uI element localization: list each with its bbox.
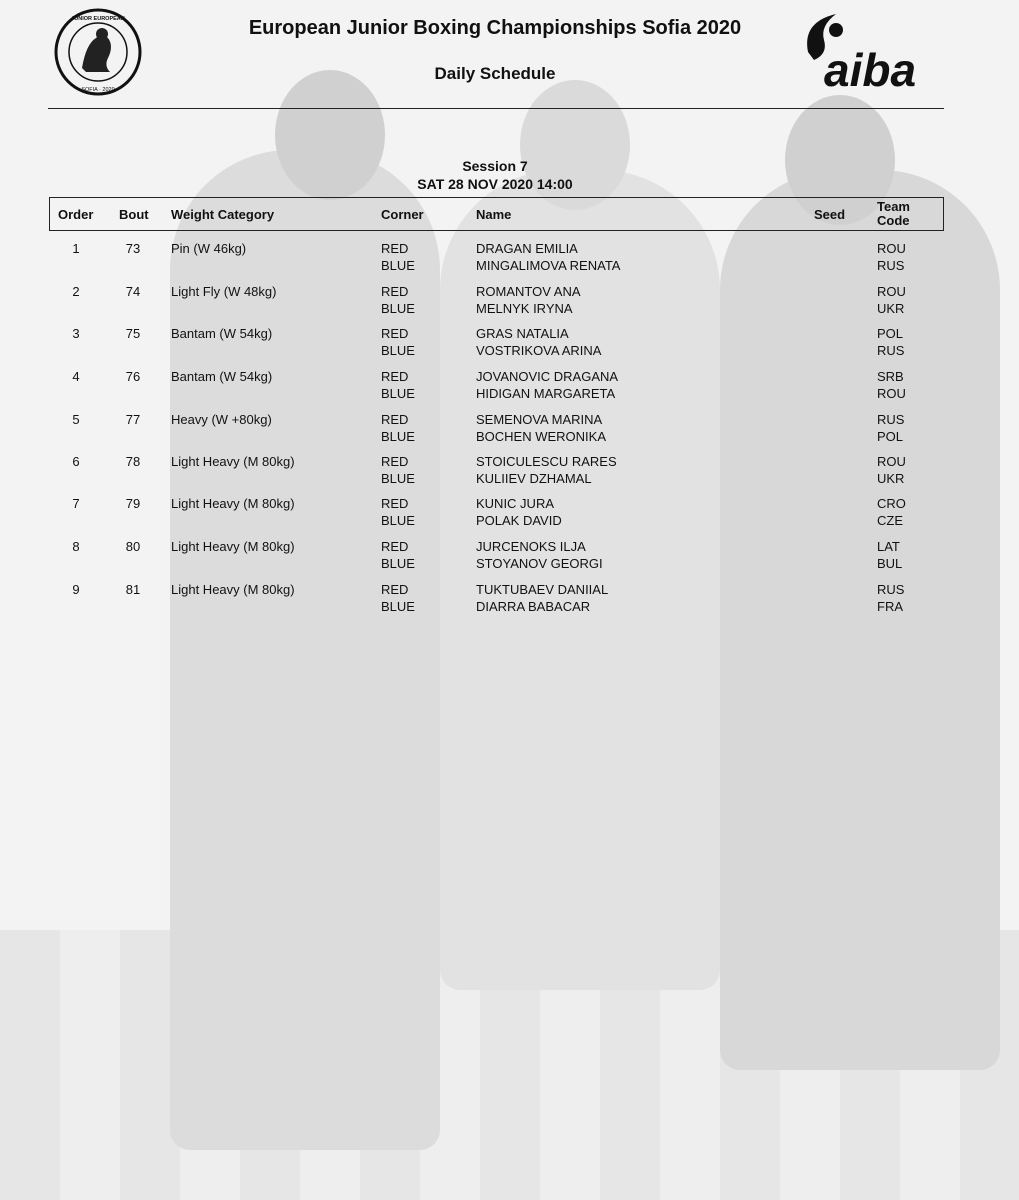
- boxer-names: [476, 240, 620, 274]
- table-row: [0, 581, 1019, 621]
- corner-red: RED: [381, 582, 409, 597]
- blue-boxer-name: STOYANOV GEORGI: [476, 556, 603, 571]
- corner-cell: [381, 240, 415, 274]
- blue-boxer-name: MINGALIMOVA RENATA: [476, 258, 621, 273]
- corner-cell: [381, 495, 415, 529]
- corner-cell: [381, 538, 415, 572]
- red-boxer-name: TUKTUBAEV DANIIAL: [476, 582, 609, 597]
- aiba-logo: [790, 4, 930, 92]
- blue-team-code: CZE: [877, 513, 903, 528]
- corner-blue: BLUE: [381, 556, 415, 571]
- team-codes: [877, 240, 906, 274]
- team-codes: [877, 368, 906, 402]
- bout-order: 3: [72, 326, 80, 341]
- red-team-code: SRB: [877, 369, 904, 384]
- red-team-code: RUS: [877, 582, 905, 597]
- table-row: [0, 411, 1019, 451]
- bout-order: 6: [72, 454, 80, 469]
- team-codes: [877, 495, 906, 529]
- blue-boxer-name: POLAK DAVID: [476, 513, 562, 528]
- corner-red: RED: [381, 496, 409, 511]
- red-team-code: RUS: [877, 412, 905, 427]
- red-team-code: CRO: [877, 496, 906, 511]
- bout-order: 9: [72, 582, 80, 597]
- aiba-logo-text: aiba: [824, 44, 917, 92]
- corner-blue: BLUE: [381, 471, 415, 486]
- team-codes: [877, 453, 906, 487]
- weight-category: Bantam (W 54kg): [171, 369, 273, 384]
- session-datetime: SAT 28 NOV 2020 14:00: [417, 176, 573, 192]
- weight-category: Light Heavy (M 80kg): [171, 496, 295, 511]
- red-boxer-name: STOICULESCU RARES: [476, 454, 617, 469]
- bout-number: 77: [125, 412, 141, 427]
- corner-blue: BLUE: [381, 429, 415, 444]
- col-corner: Corner: [381, 207, 424, 222]
- corner-red: RED: [381, 539, 409, 554]
- bout-number: 79: [125, 496, 141, 511]
- boxer-names: [476, 538, 603, 572]
- table-row: [0, 283, 1019, 323]
- blue-team-code: FRA: [877, 599, 903, 614]
- bout-order: 8: [72, 539, 80, 554]
- corner-blue: BLUE: [381, 599, 415, 614]
- session-info: [0, 157, 990, 193]
- blue-team-code: RUS: [877, 343, 905, 358]
- corner-red: RED: [381, 412, 409, 427]
- bout-order: 7: [72, 496, 80, 511]
- corner-red: RED: [381, 454, 409, 469]
- blue-boxer-name: MELNYK IRYNA: [476, 301, 573, 316]
- team-codes: [877, 411, 904, 445]
- session-name: Session 7: [462, 158, 528, 174]
- table-row: [0, 538, 1019, 578]
- corner-cell: [381, 283, 415, 317]
- col-team-code: [877, 200, 910, 228]
- bout-number: 73: [125, 241, 141, 256]
- red-team-code: POL: [877, 326, 904, 341]
- corner-red: RED: [381, 284, 409, 299]
- boxer-names: [476, 453, 617, 487]
- red-boxer-name: DRAGAN EMILIA: [476, 241, 578, 256]
- red-boxer-name: ROMANTOV ANA: [476, 284, 581, 299]
- red-boxer-name: KUNIC JURA: [476, 496, 555, 511]
- blue-team-code: UKR: [877, 301, 905, 316]
- table-row: [0, 240, 1019, 280]
- col-bout: Bout: [119, 207, 149, 222]
- bout-number: 76: [125, 369, 141, 384]
- table-row: [0, 453, 1019, 493]
- corner-cell: [381, 453, 415, 487]
- team-codes: [877, 325, 904, 359]
- blue-team-code: POL: [877, 429, 904, 444]
- table-row: [0, 495, 1019, 535]
- corner-blue: BLUE: [381, 301, 415, 316]
- col-order: Order: [58, 207, 94, 222]
- red-boxer-name: JOVANOVIC DRAGANA: [476, 369, 619, 384]
- table-row: [0, 368, 1019, 408]
- bout-number: 75: [125, 326, 141, 341]
- weight-category: Light Heavy (M 80kg): [171, 582, 295, 597]
- red-team-code: ROU: [877, 241, 906, 256]
- col-name: Name: [476, 207, 512, 222]
- boxer-names: [476, 368, 618, 402]
- red-team-code: LAT: [877, 539, 900, 554]
- bout-number: 74: [125, 284, 141, 299]
- table-row: [0, 325, 1019, 365]
- col-team-line1: Team: [877, 199, 910, 214]
- page-subtitle: Daily Schedule: [434, 64, 556, 83]
- corner-red: RED: [381, 326, 409, 341]
- weight-category: Bantam (W 54kg): [171, 326, 273, 341]
- boxer-names: [476, 495, 562, 529]
- blue-team-code: RUS: [877, 258, 905, 273]
- red-team-code: ROU: [877, 454, 906, 469]
- boxer-names: [476, 411, 606, 445]
- blue-team-code: UKR: [877, 471, 905, 486]
- weight-category: Light Fly (W 48kg): [171, 284, 277, 299]
- boxer-names: [476, 283, 581, 317]
- svg-text:SOFIA · 2020: SOFIA · 2020: [81, 87, 115, 93]
- table-header: [49, 197, 944, 231]
- weight-category: Heavy (W +80kg): [171, 412, 272, 427]
- bout-number: 80: [125, 539, 141, 554]
- col-team-line2: Code: [877, 213, 910, 228]
- boxer-names: [476, 325, 601, 359]
- blue-boxer-name: BOCHEN WERONIKA: [476, 429, 607, 444]
- red-boxer-name: SEMENOVA MARINA: [476, 412, 603, 427]
- red-team-code: ROU: [877, 284, 906, 299]
- blue-team-code: BUL: [877, 556, 903, 571]
- svg-text:JUNIOR EUROPEAN: JUNIOR EUROPEAN: [71, 16, 125, 22]
- weight-category: Light Heavy (M 80kg): [171, 539, 295, 554]
- bout-number: 81: [125, 582, 141, 597]
- bout-order: 5: [72, 412, 80, 427]
- corner-cell: [381, 325, 415, 359]
- corner-cell: [381, 368, 415, 402]
- corner-cell: [381, 411, 415, 445]
- weight-category: Pin (W 46kg): [171, 241, 247, 256]
- blue-boxer-name: DIARRA BABACAR: [476, 599, 591, 614]
- page-title: European Junior Boxing Championships Sofia 2020: [248, 17, 742, 39]
- blue-boxer-name: VOSTRIKOVA ARINA: [476, 343, 602, 358]
- bout-order: 1: [72, 241, 80, 256]
- corner-red: RED: [381, 241, 409, 256]
- corner-blue: BLUE: [381, 386, 415, 401]
- team-codes: [877, 581, 904, 615]
- col-weight-category: Weight Category: [171, 207, 275, 222]
- corner-red: RED: [381, 369, 409, 384]
- blue-boxer-name: HIDIGAN MARGARETA: [476, 386, 616, 401]
- boxer-names: [476, 581, 608, 615]
- col-seed: Seed: [814, 207, 846, 222]
- team-codes: [877, 538, 902, 572]
- corner-blue: BLUE: [381, 513, 415, 528]
- weight-category: Light Heavy (M 80kg): [171, 454, 295, 469]
- team-codes: [877, 283, 906, 317]
- blue-boxer-name: KULIIEV DZHAMAL: [476, 471, 592, 486]
- corner-cell: [381, 581, 415, 615]
- red-boxer-name: GRAS NATALIA: [476, 326, 569, 341]
- bout-order: 4: [72, 369, 80, 384]
- red-boxer-name: JURCENOKS ILJA: [476, 539, 586, 554]
- bout-order: 2: [72, 284, 80, 299]
- corner-blue: BLUE: [381, 258, 415, 273]
- corner-blue: BLUE: [381, 343, 415, 358]
- blue-team-code: ROU: [877, 386, 906, 401]
- bout-number: 78: [125, 454, 141, 469]
- header-divider: [48, 108, 944, 109]
